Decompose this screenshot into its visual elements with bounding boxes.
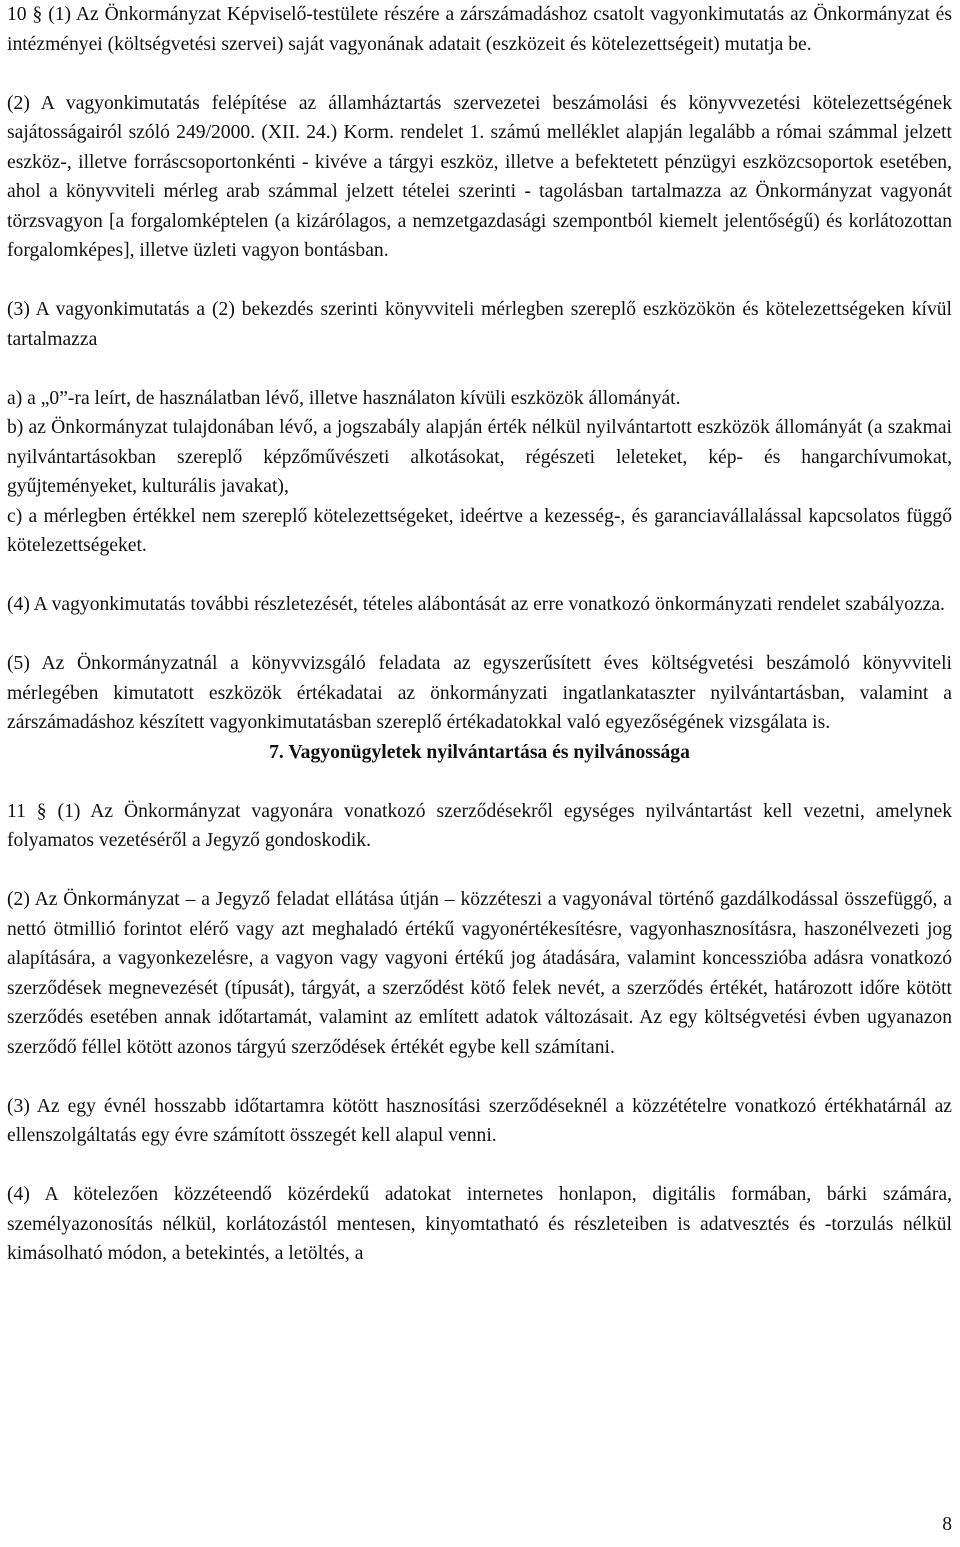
paragraph-10-1: 10 § (1) Az Önkormányzat Képviselő-testülete részére a zárszámadáshoz csatolt vagyonkimutatás az Önkormányzat és intézményei (költségvetési szervei) saját vagyonának adatait (eszközeit és kötelezettségeit) mutatja be. xyxy=(7,4,952,55)
paragraph-10-3: (3) A vagyonkimutatás a (2) bekezdés szerinti könyvviteli mérlegben szereplő eszközökön és kötelezettségeken kívül tartalmazza xyxy=(7,299,952,350)
paragraph-11-3: (3) Az egy évnél hosszabb időtartamra kötött hasznosítási szerződéseknél a közzétételre vonatkozó értékhatárnál az ellenszolgáltatás egy évre számított összegét kell alapul venni. xyxy=(7,1095,952,1146)
paragraph-10-3-c: c) a mérlegben értékkel nem szereplő kötelezettségeket, ideértve a kezesség-, és garanciavállalással kapcsolatos függő kötelezettségeket. xyxy=(7,505,952,556)
paragraph-11-2: (2) Az Önkormányzat – a Jegyző feladat ellátása útján – közzéteszi a vagyonával történő gazdálkodással összefüggő, a nettó ötmillió forintot elérő vagy azt meghaladó értékű vagyonértékesítésre, vagyonhasznosításra, haszonélvezeti jog alapítására, a vagyonkezelésre, a vagyon vagy vagyoni értékű jog átadására, valamint koncesszióba adásra vonatkozó szerződések megnevezését (típusát), tárgyát, a szerződést kötő felek nevét, a szerződés értékét, határozott időre kötött szerződés esetében annak időtartamát, valamint az említett adatok változásait. Az egy költségvetési évben ugyanazon szerződő féllel kötött azonos tárgyú szerződések értékét egybe kell számítani. xyxy=(7,889,952,1058)
paragraph-10-4: (4) A vagyonkimutatás további részletezését, tételes alábontását az erre vonatkozó önkormányzati rendelet szabályozza. xyxy=(7,594,945,615)
paragraph-10-5: (5) Az Önkormányzatnál a könyvvizsgáló feladata az egyszerűsített éves költségvetési beszámoló könyvviteli mérlegében kimutatott eszközök értékadatai az önkormányzati ingatlankataszter nyilvántartásban, valamint a zárszámadáshoz készített vagyonkimutatásban szereplő értékadatokkal való egyezőségének vizsgálata is. xyxy=(7,653,952,733)
paragraph-10-3-a: a) a „0”-ra leírt, de használatban lévő, illetve használaton kívüli eszközök állományát. xyxy=(7,387,681,409)
section-heading: 7. Vagyonügyletek nyilvántartása és nyilvánossága xyxy=(269,741,690,763)
paragraph-10-2: (2) A vagyonkimutatás felépítése az államháztartás szervezetei beszámolási és könyvvezetési kötelezettségének sajátosságairól szóló 249/2000. (XII. 24.) Korm. rendelet 1. számú melléklet alapján legalább a római számmal jelzett eszköz-, illetve forráscsoportonkénti - kivéve a tárgyi eszköz, illetve a befektetett pénzügyi eszközcsoportok esetében, ahol a könyvviteli mérleg arab számmal jelzett tételei szerinti - tagolásban tartalmazza az Önkormányzat vagyonát törzsvagyon [a forgalomképtelen (a kizárólagos, a nemzetgazdasági szempontból kiemelt jelentőségű) és korlátozottan forgalomképes], illetve üzleti vagyon bontásban. xyxy=(7,92,952,261)
paragraph-11-4: (4) A kötelezően közzéteendő közérdekű adatokat internetes honlapon, digitális formában, bárki számára, személyazonosítás nélkül, korlátozástól mentesen, kinyomtatható és részleteiben is adatvesztés és -torzulás nélkül kimásolható módon, a betekintés, a letöltés, a xyxy=(7,1184,952,1264)
paragraph-11-1: 11 § (1) Az Önkormányzat vagyonára vonatkozó szerződésekről egységes nyilvántartást kell vezetni, amelynek folyamatos vezetéséről a Jegyző gondoskodik. xyxy=(7,800,952,851)
page-number: 8 xyxy=(942,1514,952,1535)
paragraph-10-3-b: b) az Önkormányzat tulajdonában lévő, a jogszabály alapján érték nélkül nyilvántartott eszközök állományát (a szakmai nyilvántartásokban szereplő képzőművészeti alkotásokat, régészeti leleteket, kép- és hangarchívumokat, gyűjteményeket, kulturális javakat), xyxy=(7,417,952,497)
